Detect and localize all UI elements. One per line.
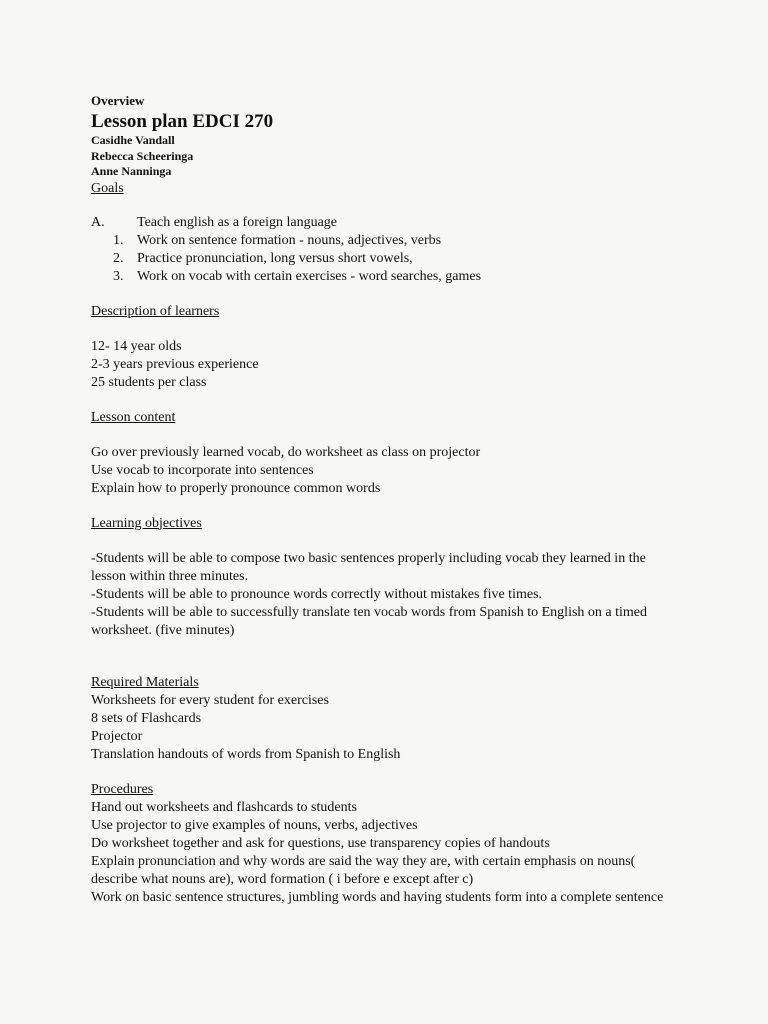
content-line: Use vocab to incorporate into sentences [91,462,314,478]
goal-main-label: A. [91,214,105,230]
list-item [91,232,691,250]
learners-heading: Description of learners [91,303,220,319]
materials-line: Worksheets for every student for exercises [91,692,329,708]
goal-main-text: Teach english as a foreign language [137,214,337,230]
goal-main [91,214,691,232]
materials-heading: Required Materials [91,674,199,690]
learners-line: 12- 14 year olds [91,338,182,354]
materials-line: Translation handouts of words from Spanish to English [91,746,401,762]
author-name: Casidhe Vandall [91,133,175,147]
objectives-heading: Learning objectives [91,515,202,531]
list-item-text: Practice pronunciation, long versus short vowels, [137,250,413,266]
list-item-number: 2. [113,250,124,266]
list-item-text: Work on vocab with certain exercises - word searches, games [137,268,482,284]
list-item [91,268,691,286]
procedures-heading: Procedures [91,781,154,797]
materials-line: Projector [91,728,143,744]
overview-label: Overview [91,93,145,108]
list-item [91,250,691,268]
page-title: Lesson plan EDCI 270 [91,111,274,132]
learners-line: 25 students per class [91,374,207,390]
procedure-item: Do worksheet together and ask for questions, use transparency copies of handouts [91,835,550,851]
list-item-text: Work on sentence formation - nouns, adjectives, verbs [137,232,442,248]
content-line: Explain how to properly pronounce common words [91,480,381,496]
objective-item: -Students will be able to pronounce words correctly without mistakes five times. [91,586,543,602]
author-name: Anne Nanninga [91,164,172,178]
procedure-item: Work on basic sentence structures, jumbling words and having students form into a complete sentence [91,889,664,905]
content-heading: Lesson content [91,409,176,425]
objective-item: -Students will be able to compose two basic sentences properly including vocab they learned in the lesson within three minutes. [91,550,646,584]
procedure-item: Explain pronunciation and why words are said the way they are, with certain emphasis on nouns( describe what nouns are), word formation ( i before e except after c) [91,853,636,887]
document-body [91,93,691,907]
author-name: Rebecca Scheeringa [91,148,194,163]
objective-item: -Students will be able to successfully translate ten vocab words from Spanish to English on a timed worksheet. (five minutes) [91,604,648,638]
list-item-number: 3. [113,268,124,284]
list-item-number: 1. [113,232,124,248]
materials-line: 8 sets of Flashcards [91,710,202,726]
procedure-item: Use projector to give examples of nouns, verbs, adjectives [91,817,418,833]
content-line: Go over previously learned vocab, do worksheet as class on projector [91,444,481,460]
goals-heading: Goals [91,180,124,196]
goal-sublist [91,232,691,286]
learners-line: 2-3 years previous experience [91,356,259,372]
procedure-item: Hand out worksheets and flashcards to students [91,799,357,815]
